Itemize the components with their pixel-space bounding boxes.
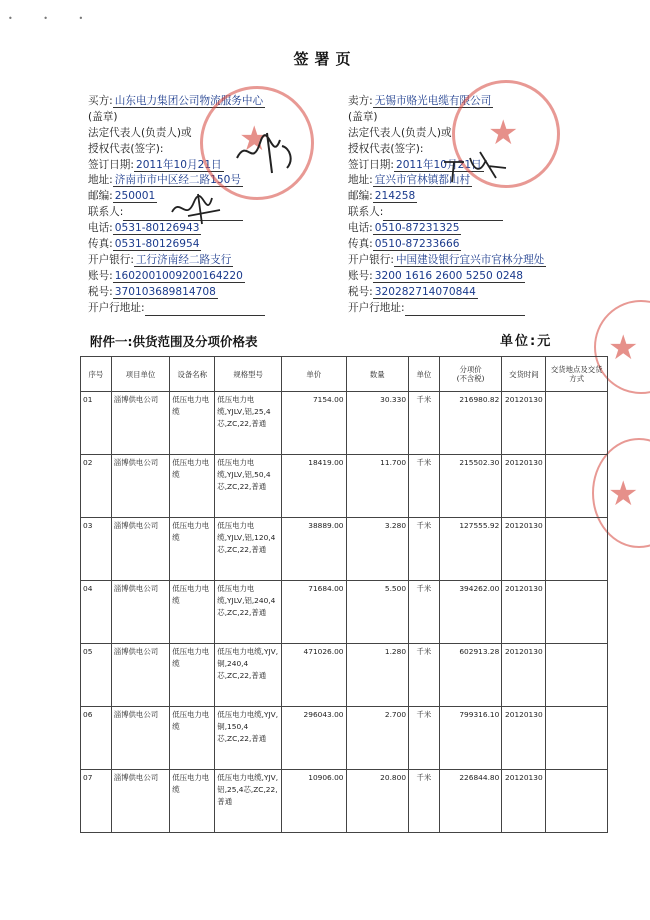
buyer-bank: 工行济南经二路支行 — [135, 253, 232, 266]
seal-star-icon: ★ — [488, 113, 519, 153]
buyer-rep-label-1: 法定代表人(负责人)或 — [88, 126, 192, 139]
col-header-no: 序号 — [81, 357, 112, 392]
cell-price: 18419.00 — [281, 455, 346, 518]
table-row — [81, 707, 608, 770]
seal-star-icon: ★ — [608, 328, 639, 368]
seller-bank: 中国建设银行宜兴市官林分理处 — [395, 253, 545, 266]
cell-time: 20120130 — [502, 518, 546, 581]
buyer-postcode: 250001 — [114, 190, 156, 203]
cell-spec: 低压电力电缆,YJLV,铝,240,4芯,ZC,22,普通 — [215, 581, 282, 644]
page-title: 签署页 — [293, 50, 357, 68]
cell-no: 01 — [81, 392, 112, 455]
buyer-tax: 370103689814708 — [114, 285, 216, 298]
seller-bank-label: 开户银行: — [348, 253, 394, 266]
buyer-date-label: 签订日期: — [88, 158, 134, 171]
cell-amount: 394262.00 — [439, 581, 502, 644]
seller-tax: 320282714070844 — [374, 285, 476, 298]
cell-amount: 216980.82 — [439, 392, 502, 455]
cell-unit: 淄博供电公司 — [111, 581, 169, 644]
cell-uom: 千米 — [409, 644, 440, 707]
cell-uom: 千米 — [409, 770, 440, 833]
seller-contact-label: 联系人: — [348, 206, 384, 219]
buyer-signature-mark — [232, 128, 302, 178]
cell-name: 低压电力电缆 — [170, 644, 215, 707]
table-row — [81, 518, 608, 581]
col-header-price: 单价 — [281, 357, 346, 392]
cell-price: 71684.00 — [281, 581, 346, 644]
cell-time: 20120130 — [502, 770, 546, 833]
seal-star-icon: ★ — [239, 119, 270, 159]
col-header-qty: 数量 — [346, 357, 409, 392]
col-header-spec: 规格型号 — [215, 357, 282, 392]
cell-price: 471026.00 — [281, 644, 346, 707]
seller-bank-address-label: 开户行地址: — [348, 301, 405, 314]
col-header-uom: 单位 — [409, 357, 440, 392]
seller-address-label: 地址: — [348, 174, 373, 187]
buyer-signature-mark-2 — [168, 192, 228, 228]
cell-place — [546, 581, 608, 644]
col-header-name: 设备名称 — [170, 357, 215, 392]
cell-no: 03 — [81, 518, 112, 581]
cell-name: 低压电力电缆 — [170, 770, 215, 833]
buyer-fax: 0531-80126954 — [114, 238, 200, 251]
table-row — [81, 455, 608, 518]
cell-uom: 千米 — [409, 581, 440, 644]
seller-contact-blank — [383, 209, 503, 221]
col-header-time: 交货时间 — [502, 357, 546, 392]
cell-spec: 低压电力电缆,YJLV,铝,25,4芯,ZC,22,普通 — [215, 392, 282, 455]
cell-uom: 千米 — [409, 518, 440, 581]
buyer-account: 1602001009200164220 — [114, 269, 243, 282]
cell-spec: 低压电力电缆,YJLV,铝,50,4芯,ZC,22,普通 — [215, 455, 282, 518]
seller-tax-label: 税号: — [348, 285, 373, 298]
cell-place — [546, 518, 608, 581]
cell-spec: 低压电力电缆,YJLV,铝,120,4芯,ZC,22,普通 — [215, 518, 282, 581]
cell-price: 38889.00 — [281, 518, 346, 581]
seller-bank-address-blank — [405, 304, 525, 316]
cell-amount: 226844.80 — [439, 770, 502, 833]
seller-account: 3200 1616 2600 5250 0248 — [374, 269, 524, 282]
buyer-fax-label: 传真: — [88, 238, 113, 251]
cell-unit: 淄博供电公司 — [111, 392, 169, 455]
cell-place — [546, 644, 608, 707]
seller-fax: 0510-87233666 — [374, 238, 460, 251]
table-row — [81, 644, 608, 707]
seller-label: 卖方: — [348, 95, 373, 107]
cell-unit: 淄博供电公司 — [111, 455, 169, 518]
cell-uom: 千米 — [409, 455, 440, 518]
cell-no: 06 — [81, 707, 112, 770]
cell-name: 低压电力电缆 — [170, 518, 215, 581]
buyer-bank-address-label: 开户行地址: — [88, 301, 145, 314]
cell-unit: 淄博供电公司 — [111, 644, 169, 707]
seller-rep-label-1: 法定代表人(负责人)或 — [348, 126, 452, 139]
cell-time: 20120130 — [502, 644, 546, 707]
buyer-seal-note: (盖章) — [88, 110, 118, 123]
cell-qty: 5.500 — [346, 581, 409, 644]
unit-label: 单位:元 — [500, 334, 553, 349]
cell-qty: 11.700 — [346, 455, 409, 518]
cell-spec: 低压电力电缆,YJV,铜,240,4芯,ZC,22,普通 — [215, 644, 282, 707]
cell-no: 07 — [81, 770, 112, 833]
seller-phone: 0510-87231325 — [374, 222, 460, 235]
cell-price: 7154.00 — [281, 392, 346, 455]
cell-amount: 602913.28 — [439, 644, 502, 707]
seller-account-label: 账号: — [348, 269, 373, 282]
buyer-postcode-label: 邮编: — [88, 190, 113, 203]
col-header-unit: 项目单位 — [111, 357, 169, 392]
seller-address: 宜兴市官林镇都山村 — [374, 174, 471, 187]
cell-place — [546, 455, 608, 518]
cell-time: 20120130 — [502, 455, 546, 518]
cell-place — [546, 707, 608, 770]
seller-fax-label: 传真: — [348, 238, 373, 251]
buyer-date: 2011年10月21日 — [135, 158, 222, 171]
scan-marks: • • • — [8, 14, 98, 23]
cell-amount: 799316.10 — [439, 707, 502, 770]
seller-seal-note: (盖章) — [348, 110, 378, 123]
col-header-amount: 分项价 (不含税) — [439, 357, 502, 392]
cell-place — [546, 770, 608, 833]
cell-amount: 215502.30 — [439, 455, 502, 518]
cell-price: 296043.00 — [281, 707, 346, 770]
cell-spec: 低压电力电缆,YJV,铜,150,4芯,ZC,22,普通 — [215, 707, 282, 770]
seal-star-icon: ★ — [608, 474, 639, 514]
cell-time: 20120130 — [502, 707, 546, 770]
buyer-account-label: 账号: — [88, 269, 113, 282]
buyer-address: 济南市市中区经二路150号 — [114, 174, 241, 187]
annex-title: 附件一:供货范围及分项价格表 — [90, 334, 258, 349]
col-header-place: 交货地点及交货方式 — [546, 357, 608, 392]
price-table — [80, 356, 608, 833]
table-row — [81, 581, 608, 644]
buyer-tax-label: 税号: — [88, 285, 113, 298]
seller-rep-label-2: 授权代表(签字): — [348, 142, 424, 155]
buyer-label: 买方: — [88, 95, 113, 107]
table-header-row — [81, 357, 608, 392]
table-row — [81, 770, 608, 833]
cell-unit: 淄博供电公司 — [111, 707, 169, 770]
cell-qty: 1.280 — [346, 644, 409, 707]
cell-spec: 低压电力电缆,YJV,铝,25,4芯,ZC,22,普通 — [215, 770, 282, 833]
cell-uom: 千米 — [409, 392, 440, 455]
table-row — [81, 392, 608, 455]
cell-no: 05 — [81, 644, 112, 707]
cell-unit: 淄博供电公司 — [111, 518, 169, 581]
buyer-phone: 0531-80126943 — [114, 222, 200, 235]
buyer-rep-label-2: 授权代表(签字): — [88, 142, 164, 155]
cell-qty: 3.280 — [346, 518, 409, 581]
seller-date-label: 签订日期: — [348, 158, 394, 171]
seller-phone-label: 电话: — [348, 222, 373, 235]
buyer-bank-label: 开户银行: — [88, 253, 134, 266]
seller-postcode-label: 邮编: — [348, 190, 373, 203]
cell-qty: 2.700 — [346, 707, 409, 770]
cell-unit: 淄博供电公司 — [111, 770, 169, 833]
cell-time: 20120130 — [502, 581, 546, 644]
buyer-bank-address-blank — [145, 304, 265, 316]
cell-qty: 20.800 — [346, 770, 409, 833]
seller-signature-mark — [440, 148, 510, 188]
cell-name: 低压电力电缆 — [170, 392, 215, 455]
buyer-name: 山东电力集团公司物流服务中心 — [114, 95, 264, 107]
cell-price: 10906.00 — [281, 770, 346, 833]
cell-no: 04 — [81, 581, 112, 644]
cell-name: 低压电力电缆 — [170, 455, 215, 518]
seller-postcode: 214258 — [374, 190, 416, 203]
cell-no: 02 — [81, 455, 112, 518]
buyer-contact-label: 联系人: — [88, 206, 124, 219]
cell-name: 低压电力电缆 — [170, 581, 215, 644]
cell-uom: 千米 — [409, 707, 440, 770]
cell-amount: 127555.92 — [439, 518, 502, 581]
cell-place — [546, 392, 608, 455]
buyer-address-label: 地址: — [88, 174, 113, 187]
seller-date: 2011年10月21日 — [395, 158, 482, 171]
cell-qty: 30.330 — [346, 392, 409, 455]
seller-name: 无锡市赂光电缆有限公司 — [374, 95, 492, 107]
table-body — [81, 392, 608, 833]
cell-name: 低压电力电缆 — [170, 707, 215, 770]
buyer-phone-label: 电话: — [88, 222, 113, 235]
cell-time: 20120130 — [502, 392, 546, 455]
